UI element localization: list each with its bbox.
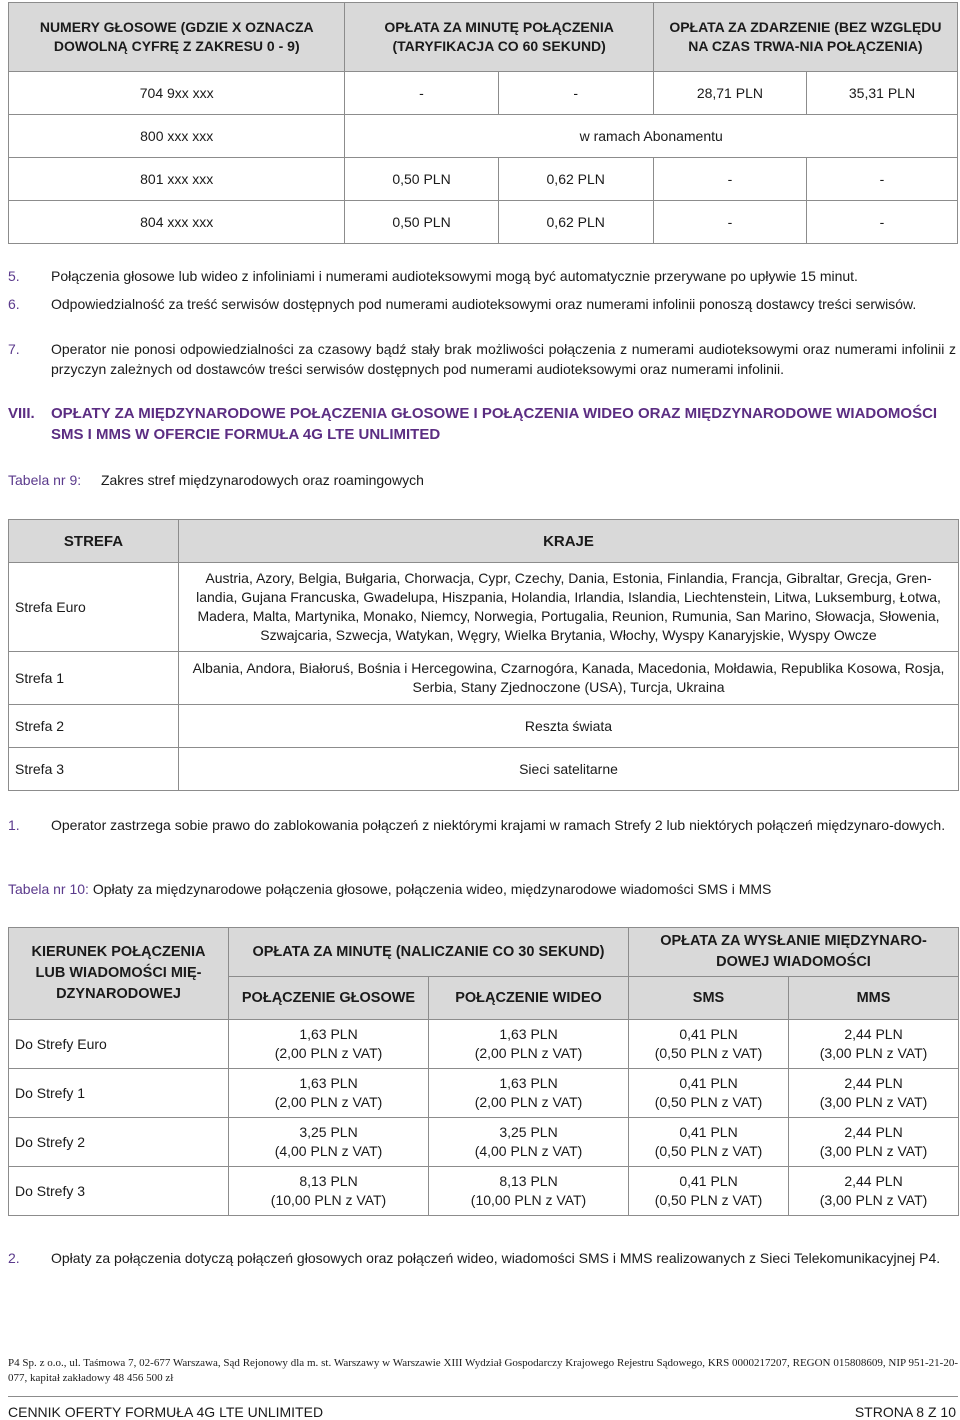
gross-price: (3,00 PLN z VAT) xyxy=(819,1045,928,1061)
note-text: Opłaty za połączenia dotyczą połączeń głosowych oraz połączeń wideo, wiadomości SMS i MMS realizowanych z Sieci Telekomunikacyjnej P4. xyxy=(51,1250,941,1266)
company-info: P4 Sp. z o.o., ul. Taśmowa 7, 02-677 Warszawa, Sąd Rejonowy dla m. st. Warszawy w Warszawie XIII Wydział Gospodarczy Krajowego Rejestru Sądowego, KRS 0000217207, REGON 015808609, NIP 951-21-20-077, kapitał zakładowy 48 456 500 zł xyxy=(8,1357,958,1384)
gross-price: (3,00 PLN z VAT) xyxy=(819,1192,928,1208)
section-title: OPŁATY ZA MIĘDZYNARODOWE POŁĄCZENIA GŁOSOWE I POŁĄCZENIA WIDEO ORAZ MIĘDZYNARODOWE WIADOMOŚCI SMS I MMS W OFERCIE FORMUŁA 4G LTE UNLIMITED xyxy=(51,405,938,443)
number-cell: 801 xxx xxx xyxy=(9,158,345,201)
net-price: 2,44 PLN xyxy=(844,1124,903,1140)
direction-cell: Do Strefy Euro xyxy=(9,1020,229,1069)
note-2 xyxy=(8,1248,956,1268)
direction-cell: Do Strefy 2 xyxy=(9,1118,229,1167)
note-number: 5. xyxy=(8,268,20,284)
mms-cell xyxy=(789,1069,959,1118)
voice-cell xyxy=(229,1020,429,1069)
table-row xyxy=(9,705,959,748)
table10-caption xyxy=(8,881,771,897)
video-cell xyxy=(429,1167,629,1216)
value-cell: 0,62 PLN xyxy=(498,201,653,244)
net-price: 2,44 PLN xyxy=(844,1075,903,1091)
net-price: 3,25 PLN xyxy=(299,1124,358,1140)
net-price: 0,41 PLN xyxy=(679,1075,738,1091)
number-cell: 804 xxx xxx xyxy=(9,201,345,244)
net-price: 3,25 PLN xyxy=(499,1124,558,1140)
sms-cell xyxy=(629,1167,789,1216)
table10-title: Opłaty za międzynarodowe połączenia głosowe, połączenia wideo, międzynarodowe wiadomości SMS i MMS xyxy=(92,881,772,897)
gross-price: (0,50 PLN z VAT) xyxy=(654,1094,763,1110)
number-cell: 800 xxx xxx xyxy=(9,115,345,158)
net-price: 0,41 PLN xyxy=(679,1124,738,1140)
net-price: 1,63 PLN xyxy=(299,1075,358,1091)
gross-price: (2,00 PLN z VAT) xyxy=(274,1045,383,1061)
gross-price: (0,50 PLN z VAT) xyxy=(654,1143,763,1159)
countries-cell: Austria, Azory, Belgia, Bułgaria, Chorwacja, Cypr, Czechy, Dania, Estonia, Finlandia, Francja, Gibraltar, Grecja, Gren-landia, Gujana Francuska, Gwadelupa, Hiszpania, Holandia, Irlandia, Islandia, Liechtenstein, Litwa, Luksemburg, Łotwa, Madera, Malta, Martynika, Monako, Niemcy, Norwegia, Portugalia, Reunion, Rumunia, San Marino, Słowacja, Słowenia, Szwajcaria, Szwecja, Watykan, Węgry, Wielka Brytania, Włochy, Wyspy Kanaryjskie, Wyspy Owcze xyxy=(179,563,959,652)
direction-cell: Do Strefy 1 xyxy=(9,1069,229,1118)
value-cell: - xyxy=(806,158,957,201)
table9-caption xyxy=(8,472,424,488)
table-row xyxy=(9,1020,959,1069)
value-cell: 0,62 PLN xyxy=(498,158,653,201)
gross-price: (3,00 PLN z VAT) xyxy=(819,1143,928,1159)
value-cell: 28,71 PLN xyxy=(653,72,806,115)
note-number: 1. xyxy=(8,817,20,833)
zone-cell: Strefa 1 xyxy=(9,652,179,705)
header-per-minute-fee: OPŁATA ZA MINUTĘ POŁĄCZENIA (TARYFIKACJA CO 60 SEKUND) xyxy=(345,3,653,72)
zone-cell: Strefa Euro xyxy=(9,563,179,652)
note-1 xyxy=(8,815,956,835)
value-cell: - xyxy=(653,158,806,201)
mms-cell xyxy=(789,1020,959,1069)
mms-cell xyxy=(789,1167,959,1216)
value-cell: - xyxy=(498,72,653,115)
header-sms: SMS xyxy=(629,977,789,1020)
note-number: 2. xyxy=(8,1250,20,1266)
countries-cell: Reszta świata xyxy=(179,705,959,748)
table9-label: Tabela nr 9: xyxy=(8,472,82,488)
gross-price: (0,50 PLN z VAT) xyxy=(654,1045,763,1061)
number-cell: 704 9xx xxx xyxy=(9,72,345,115)
net-price: 2,44 PLN xyxy=(844,1026,903,1042)
header-per-minute: OPŁATA ZA MINUTĘ (NALICZANIE CO 30 SEKUND) xyxy=(229,928,629,977)
net-price: 1,63 PLN xyxy=(499,1075,558,1091)
zone-cell: Strefa 2 xyxy=(9,705,179,748)
international-rates-table xyxy=(8,927,959,1216)
gross-price: (2,00 PLN z VAT) xyxy=(474,1094,583,1110)
header-zone: STREFA xyxy=(9,520,179,563)
voice-cell xyxy=(229,1167,429,1216)
table9-title: Zakres stref międzynarodowych oraz roamingowych xyxy=(100,472,424,488)
value-cell: 0,50 PLN xyxy=(345,201,498,244)
note-text: Połączenia głosowe lub wideo z infoliniami i numerami audioteksowymi mogą być automatycznie przerywane po upływie 15 minut. xyxy=(51,268,858,284)
net-price: 1,63 PLN xyxy=(499,1026,558,1042)
header-per-event-fee: OPŁATA ZA ZDARZENIE (BEZ WZGLĘDU NA CZAS TRWA-NIA POŁĄCZENIA) xyxy=(653,3,957,72)
section-heading xyxy=(8,403,956,445)
net-price: 8,13 PLN xyxy=(299,1173,358,1189)
net-price: 2,44 PLN xyxy=(844,1173,903,1189)
header-countries: KRAJE xyxy=(179,520,959,563)
mms-cell xyxy=(789,1118,959,1167)
zones-table xyxy=(8,519,959,791)
section-number: VIII. xyxy=(8,405,35,422)
footer-divider xyxy=(8,1396,958,1397)
header-voice: POŁĄCZENIE GŁOSOWE xyxy=(229,977,429,1020)
table-row xyxy=(9,563,959,652)
gross-price: (4,00 PLN z VAT) xyxy=(474,1143,583,1159)
note-5 xyxy=(8,266,956,286)
note-text: Odpowiedzialność za treść serwisów dostępnych pod numerami audioteksowymi oraz numerami infolinii ponoszą dostawcy treści serwisów. xyxy=(51,296,917,312)
sms-cell xyxy=(629,1118,789,1167)
note-number: 6. xyxy=(8,296,20,312)
table-row xyxy=(9,748,959,791)
voice-cell xyxy=(229,1118,429,1167)
gross-price: (2,00 PLN z VAT) xyxy=(474,1045,583,1061)
gross-price: (0,50 PLN z VAT) xyxy=(654,1192,763,1208)
sms-cell xyxy=(629,1020,789,1069)
video-cell xyxy=(429,1020,629,1069)
table-row xyxy=(9,1167,959,1216)
value-cell: w ramach Abonamentu xyxy=(345,115,958,158)
table10-label: Tabela nr 10: xyxy=(8,881,89,897)
net-price: 0,41 PLN xyxy=(679,1173,738,1189)
note-6 xyxy=(8,294,956,314)
note-7 xyxy=(8,339,956,379)
header-mms: MMS xyxy=(789,977,959,1020)
value-cell: - xyxy=(345,72,498,115)
voice-cell xyxy=(229,1069,429,1118)
value-cell: 35,31 PLN xyxy=(806,72,957,115)
net-price: 1,63 PLN xyxy=(299,1026,358,1042)
table-row xyxy=(9,158,958,201)
table-row xyxy=(9,652,959,705)
value-cell: 0,50 PLN xyxy=(345,158,498,201)
header-voice-numbers: NUMERY GŁOSOWE (GDZIE X OZNACZA DOWOLNĄ CYFRĘ Z ZAKRESU 0 - 9) xyxy=(9,3,345,72)
table-row xyxy=(9,1069,959,1118)
header-video: POŁĄCZENIE WIDEO xyxy=(429,977,629,1020)
video-cell xyxy=(429,1069,629,1118)
countries-cell: Albania, Andora, Białoruś, Bośnia i Hercegowina, Czarnogóra, Kanada, Macedonia, Mołdawia, Republika Kosowa, Rosja, Serbia, Stany Zjednoczone (USA), Turcja, Ukraina xyxy=(179,652,959,705)
header-direction: KIERUNEK POŁĄCZENIA LUB WIADOMOŚCI MIĘ-DZYNARODOWEJ xyxy=(9,928,229,1020)
video-cell xyxy=(429,1118,629,1167)
value-cell: - xyxy=(806,201,957,244)
gross-price: (4,00 PLN z VAT) xyxy=(274,1143,383,1159)
zone-cell: Strefa 3 xyxy=(9,748,179,791)
table-row xyxy=(9,72,958,115)
gross-price: (3,00 PLN z VAT) xyxy=(819,1094,928,1110)
countries-cell: Sieci satelitarne xyxy=(179,748,959,791)
gross-price: (10,00 PLN z VAT) xyxy=(270,1192,387,1208)
direction-cell: Do Strefy 3 xyxy=(9,1167,229,1216)
table-row xyxy=(9,115,958,158)
note-number: 7. xyxy=(8,341,20,357)
gross-price: (10,00 PLN z VAT) xyxy=(470,1192,587,1208)
note-text: Operator zastrzega sobie prawo do zablokowania połączeń z niektórymi krajami w ramach Strefy 2 lub niektórych połączeń międzynaro-dowych. xyxy=(51,817,946,833)
sms-cell xyxy=(629,1069,789,1118)
gross-price: (2,00 PLN z VAT) xyxy=(274,1094,383,1110)
value-cell: - xyxy=(653,201,806,244)
net-price: 8,13 PLN xyxy=(499,1173,558,1189)
net-price: 0,41 PLN xyxy=(679,1026,738,1042)
table-row xyxy=(9,1118,959,1167)
document-title: CENNIK OFERTY FORMUŁA 4G LTE UNLIMITED xyxy=(8,1404,324,1420)
table-row xyxy=(9,201,958,244)
page-number: STRONA 8 Z 10 xyxy=(854,1404,956,1420)
note-text: Operator nie ponosi odpowiedzialności za czasowy bądź stały brak możliwości połączenia z numerami audioteksowymi oraz numerami infolinii z przyczyn zależnych od dostawców treści serwisów dostępnych pod numerami audioteksowymi oraz numerami infolinii. xyxy=(51,341,956,377)
audiotex-rates-table xyxy=(8,2,958,244)
header-per-message: OPŁATA ZA WYSŁANIE MIĘDZYNARO-DOWEJ WIADOMOŚCI xyxy=(629,928,959,977)
